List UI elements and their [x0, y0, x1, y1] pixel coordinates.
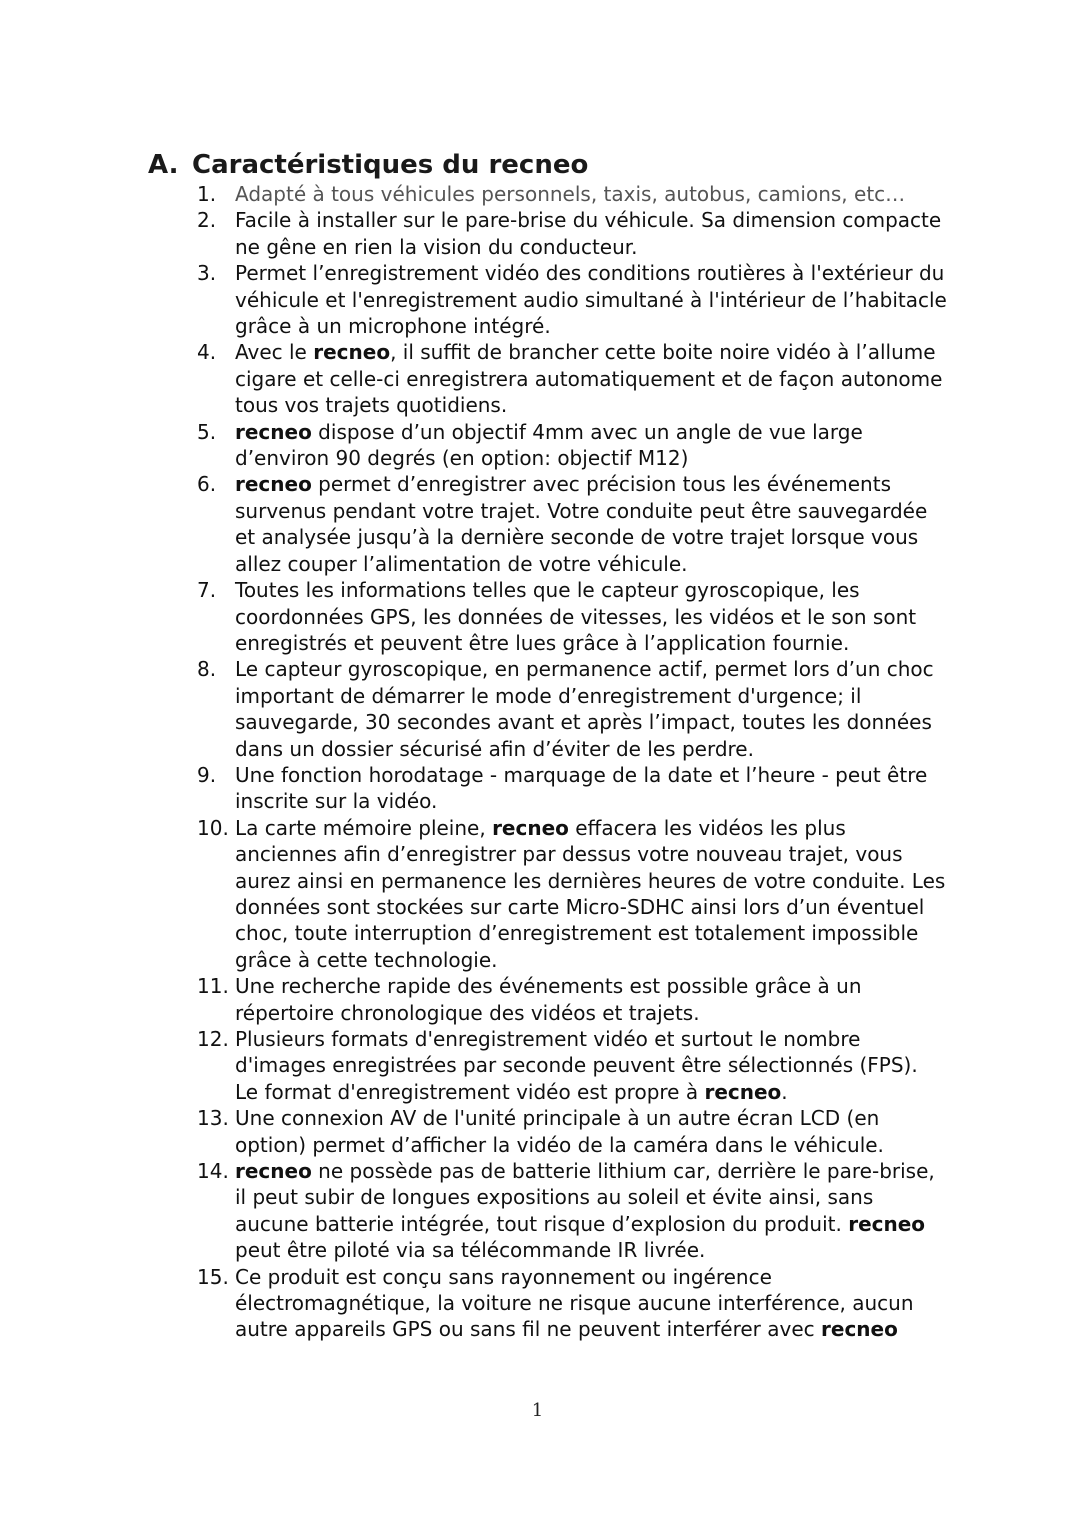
- list-item: [197, 207, 947, 260]
- list-item-text: [235, 974, 862, 1024]
- list-item-number: 13.: [197, 1106, 229, 1131]
- brand-name: recneo: [313, 340, 391, 365]
- list-item-number: 3.: [197, 261, 217, 286]
- text-run: dispose d’un objectif 4mm avec un angle de vue large d’environ 90 degrés (en option: objectif M12): [235, 419, 863, 471]
- list-item-number: 2.: [197, 208, 217, 233]
- list-item: [197, 1264, 947, 1343]
- brand-name: recneo: [235, 1159, 312, 1184]
- list-item-text: [235, 340, 942, 417]
- list-item-text: [235, 1027, 918, 1104]
- list-item-number: 12.: [197, 1027, 229, 1051]
- text-run: Une connexion AV de l'unité principale à un autre écran LCD (en option) permet d’afficher la vidéo de la caméra dans le véhicule.: [235, 1106, 884, 1157]
- list-item: [197, 260, 947, 339]
- list-item-number: 4.: [197, 340, 217, 365]
- text-run: Plusieurs formats d'enregistrement vidéo et surtout le nombre d'images enregistrées par seconde peuvent être sélectionnés (FPS). Le format d'enregistrement vidéo est propre à: [235, 1027, 918, 1104]
- text-run: Permet l’enregistrement vidéo des conditions routières à l'extérieur du véhicule et l'enregistrement audio simultané à l'intérieur de l’habitacle grâce à un microphone intégré.: [235, 261, 947, 339]
- section-title: Caractéristiques du recneo: [192, 150, 589, 180]
- list-item-number: 1.: [197, 182, 217, 206]
- text-run: Adapté à tous véhicules personnels, taxis, autobus, camions, etc…: [235, 182, 906, 206]
- text-run: permet d’enregistrer avec précision tous les événements survenus pendant votre trajet. Votre conduite peut être sauvegardée et analysée jusqu’à la dernière seconde de votre trajet lorsque vous allez couper l’alimentation de votre véhicule.: [235, 472, 928, 576]
- list-item-number: 9.: [197, 762, 217, 787]
- brand-name: recneo: [235, 472, 312, 497]
- brand-name: recneo: [235, 419, 312, 444]
- brand-name: recneo: [704, 1079, 782, 1104]
- list-item-text: [235, 1106, 884, 1156]
- list-item-text: [235, 208, 941, 258]
- text-run: Une recherche rapide des événements est possible grâce à un répertoire chronologique des vidéos et trajets.: [235, 974, 862, 1025]
- list-item-text: [235, 763, 927, 813]
- list-item: [197, 762, 947, 815]
- list-item: [197, 1158, 947, 1264]
- section-letter: A.: [148, 150, 179, 180]
- section-heading: [148, 148, 588, 182]
- text-run: Avec le: [235, 340, 314, 365]
- text-run: Ce produit est conçu sans rayonnement ou ingérence électromagnétique, la voiture ne risque aucune interférence, aucun autre appareils GPS ou sans fil ne peuvent interférer avec: [235, 1264, 914, 1342]
- list-item: [197, 577, 947, 656]
- list-item-text: [235, 1159, 935, 1262]
- text-run: Une fonction horodatage - marquage de la date et l’heure - peut être inscrite sur la vidéo.: [235, 762, 928, 814]
- brand-name: recneo: [492, 815, 569, 840]
- list-item: [197, 973, 947, 1026]
- text-run: peut être piloté via sa télécommande IR livrée.: [235, 1238, 706, 1263]
- list-item-number: 5.: [197, 419, 217, 444]
- text-run: Toutes les informations telles que le capteur gyroscopique, les coordonnées GPS, les données de vitesses, les vidéos et le son sont enregistrés et peuvent être lues grâce à l’application fournie.: [235, 578, 917, 655]
- list-item: [197, 181, 947, 207]
- list-item: [197, 656, 947, 762]
- list-item-number: 15.: [197, 1264, 229, 1289]
- text-run: .: [781, 1079, 788, 1104]
- list-item: [197, 471, 947, 577]
- text-run: effacera les vidéos les plus anciennes afin d’enregistrer par dessus votre nouveau trajet, vous aurez ainsi en permanence les dernières heures de votre conduite. Les données sont stockées sur carte Micro-SDHC ainsi lors d’un éventuel choc, toute interruption d’enregistrement est totalement impossible grâce à cette technologie.: [235, 815, 946, 972]
- list-item-text: [235, 472, 927, 575]
- list-item-text: [235, 657, 934, 760]
- text-run: , il suffit de brancher cette boite noire vidéo à l’allume cigare et celle-ci enregistrera automatiquement et de façon autonome tous vos trajets quotidiens.: [235, 340, 943, 418]
- list-item-text: [235, 420, 863, 470]
- list-item-text: [235, 816, 945, 972]
- page-number: 1: [531, 1400, 544, 1421]
- list-item-text: [235, 182, 905, 206]
- brand-name: recneo: [821, 1317, 898, 1342]
- list-item: [197, 1026, 947, 1105]
- text-run: La carte mémoire pleine,: [235, 815, 493, 840]
- text-run: ne possède pas de batterie lithium car, derrière le pare-brise, il peut subir de longues expositions au soleil et évite ainsi, sans aucune batterie intégrée, tout risque d’explosion du produit.: [235, 1159, 935, 1236]
- text-run: Facile à installer sur le pare-brise du véhicule. Sa dimension compacte ne gêne en rien la vision du conducteur.: [235, 208, 942, 259]
- list-item-number: 6.: [197, 472, 217, 497]
- list-item: [197, 815, 947, 973]
- list-item: [197, 419, 947, 472]
- list-item-number: 14.: [197, 1159, 229, 1184]
- list-item-number: 8.: [197, 657, 217, 682]
- list-item-number: 7.: [197, 578, 217, 603]
- list-item: [197, 1105, 947, 1158]
- list-item: [197, 339, 947, 418]
- list-item-number: 11.: [197, 974, 229, 999]
- brand-name: recneo: [848, 1211, 926, 1236]
- list-item-text: [235, 1265, 914, 1342]
- text-run: Le capteur gyroscopique, en permanence actif, permet lors d’un choc important de démarrer le mode d’enregistrement d'urgence; il sauvegarde, 30 secondes avant et après l’impact, toutes les données dans un dossier sécurisé afin d’éviter de les perdre.: [235, 657, 934, 761]
- features-list: [197, 181, 947, 1343]
- list-item-number: 10.: [197, 815, 229, 840]
- list-item-text: [235, 261, 947, 338]
- list-item-text: [235, 578, 916, 655]
